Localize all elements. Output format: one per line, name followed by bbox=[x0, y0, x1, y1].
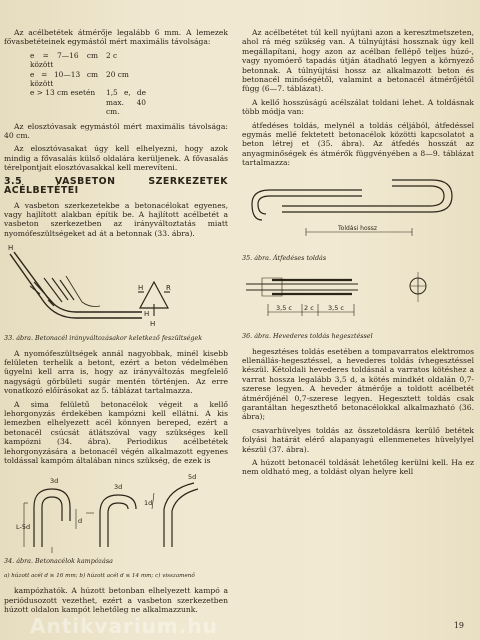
table-cell: e = 10—13 cm között bbox=[30, 69, 98, 89]
splice-length-label: Toldási hossz bbox=[338, 224, 378, 232]
paragraph: A nyomófeszültségek annál nagyobbak, minél kisebb felületen terhelik a betont, ezért a beton védelmében ügyelni kell arra is, hogy az irányváltozás megfelelő nagyságú görbületi sugár mentén történjen. Az erre vonatkozó előírásokat az 5. táblázat tartalmazza. bbox=[4, 348, 228, 396]
svg-text:L-5d: L-5d bbox=[16, 523, 31, 532]
spacing-table bbox=[30, 51, 228, 117]
figure-subcaption: a) húzott acél d ≥ 16 mm; b) húzott acél d ≤ 14 mm; c) visszamenő bbox=[4, 572, 195, 579]
paragraph: csavarhüvelyes toldás az összetoldásra kerülő betétek folyási határát elérő alapanyagú ellenmenetes hüvelylyel készül (37. ábra). bbox=[242, 425, 474, 454]
table-cell: 1,5 e, de max. 40 cm. bbox=[106, 88, 146, 117]
svg-text:1d: 1d bbox=[144, 499, 153, 508]
svg-text:H: H bbox=[138, 284, 144, 293]
figure-34-hooks bbox=[4, 469, 228, 555]
table-cell: 2 c bbox=[106, 50, 118, 60]
figure-35-lap-splice bbox=[242, 172, 472, 252]
figure-caption: 33. ábra. Betonacél irányváltozásakor keletkező feszültségek bbox=[4, 334, 203, 343]
svg-text:H: H bbox=[144, 310, 150, 319]
paragraph: A húzott betonacél toldását lehetőleg kerülni kell. Ha ez nem oldható meg, a toldást olyan helyre kell bbox=[242, 457, 474, 477]
svg-text:H: H bbox=[8, 244, 14, 253]
paragraph: hegesztéses toldás esetében a tompavarratos elektromos ellenállás-hegesztéssel, a hevederes toldás ívhegesztéssel készül. Kétoldali hevederes toldásnál a varratos kötéshez a varrat hossza legalább 3,5 d, a kötés mindkét oldalán 0,7-szerese legyen. A heveder átmérője a toldott acélbetét átmérőjénél 0,7-szerese legyen. Hegesztett toldás csak garantáltan hegeszthető betonacélokkal alkalmazható (36. ábra); bbox=[242, 346, 474, 422]
paragraph: A sima felületű betonacélok végeit a kellő lehorgonyzás érdekében kampózni kell ellátni. A kis lemezben elhelyezett acél könnyen bereped, ezért a betonacél csúcsát átlátszóval vagy szükséges kell kampózni (34. ábra). Periodikus acélbetétek lehorgonyzására a betonacél végén alkalmazott egyenes toldással kampóm általában nincs szükség, de ezek is bbox=[4, 399, 228, 465]
paragraph: A kellő hosszúságú acélszálat toldani lehet. A toldásnak több módja van: bbox=[242, 97, 474, 117]
paragraph: Az elosztóvasakat úgy kell elhelyezni, hogy azok mindig a fővasalás külső oldalára kerüljenek. A fővasalás térelpontjait elosztóvasakkal kell merevíteni. bbox=[4, 144, 228, 173]
table-cell: 20 cm bbox=[106, 69, 129, 79]
figure-caption: 34. ábra. Betonacélok kampózása bbox=[4, 557, 113, 566]
paragraph: kampózhatók. A húzott betonban elhelyezett kampó a periódusozott vezethet, ezért a vasbeton szerkezetben húzott oldalon kampót lehetőleg ne alkalmazzunk. bbox=[4, 586, 228, 615]
svg-text:d: d bbox=[78, 517, 83, 526]
dimension-label: 3,5 c bbox=[276, 304, 292, 313]
paragraph: A vasbeton szerkezetekbe a betonacélokat egyenes, vagy hajlított alakban építik be. A hajlított acélbetét a vasbeton szerkezetben az irányváltoztatás miatt nyomófeszültségeket ad át a betonnak (33. ábra). bbox=[4, 200, 228, 238]
paragraph: Az acélbetétet túl kell nyújtani azon a keresztmetszeten, ahol rá még szükség van. A túlnyújtási hossznak úgy kell megállapítani, hogy azon az acélban fellépő teljes húzó-, vagy nyomóerő tapadás útján átadható legyen a környező betonnak. A túlnyújtási hossz az alkalmazott beton és betonacél minőségétől, valamint a betonacél átmérőjétől függ (6—7. táblázat). bbox=[242, 28, 474, 94]
dimension-label: 3,5 c bbox=[328, 304, 344, 313]
table-row bbox=[30, 88, 228, 116]
svg-text:3d: 3d bbox=[114, 483, 123, 492]
page-number: 19 bbox=[453, 621, 464, 630]
figure-33-bend-stress bbox=[4, 242, 228, 332]
left-column bbox=[0, 0, 228, 618]
dimension-label: 2 c bbox=[304, 304, 314, 313]
table-row bbox=[30, 51, 228, 70]
svg-text:5d: 5d bbox=[188, 473, 197, 482]
table-cell: e = 7—16 cm között bbox=[30, 50, 98, 70]
paragraph: Az acélbetétek átmérője legalább 6 mm. A lemezek fővasbetéteinek egymástól mért maximális távolsága: bbox=[4, 28, 228, 47]
table-cell: e > 13 cm esetén bbox=[30, 88, 96, 98]
svg-text:R: R bbox=[166, 284, 171, 293]
right-column bbox=[242, 0, 474, 481]
paragraph: Az elosztóvasak egymástól mért maximális távolsága: 40 cm. bbox=[4, 121, 228, 141]
section-heading: 3.5 VASBETON SZERKEZETEK ACÉLBETÉTEI bbox=[4, 175, 228, 197]
paragraph: átfedéses toldás, melynél a toldás céljából, átfedéssel egymás mellé fektetett betonacélok közötti kapcsolatot a beton létrej et (35. ábra). Az átfedés hosszát az anyagminőségek és átmérők függvényében a 8—9. táblázat tartalmazza: bbox=[242, 120, 474, 168]
svg-text:3d: 3d bbox=[50, 477, 59, 486]
figure-caption: 36. ábra. Hevederes toldás hegesztéssel bbox=[242, 332, 373, 341]
figure-caption: 35. ábra. Átfedéses toldás bbox=[242, 253, 327, 262]
table-row bbox=[30, 70, 228, 89]
watermark: Antikvarium.hu bbox=[30, 614, 218, 638]
svg-text:H: H bbox=[150, 320, 156, 329]
figure-36-welded-splice bbox=[242, 268, 472, 330]
